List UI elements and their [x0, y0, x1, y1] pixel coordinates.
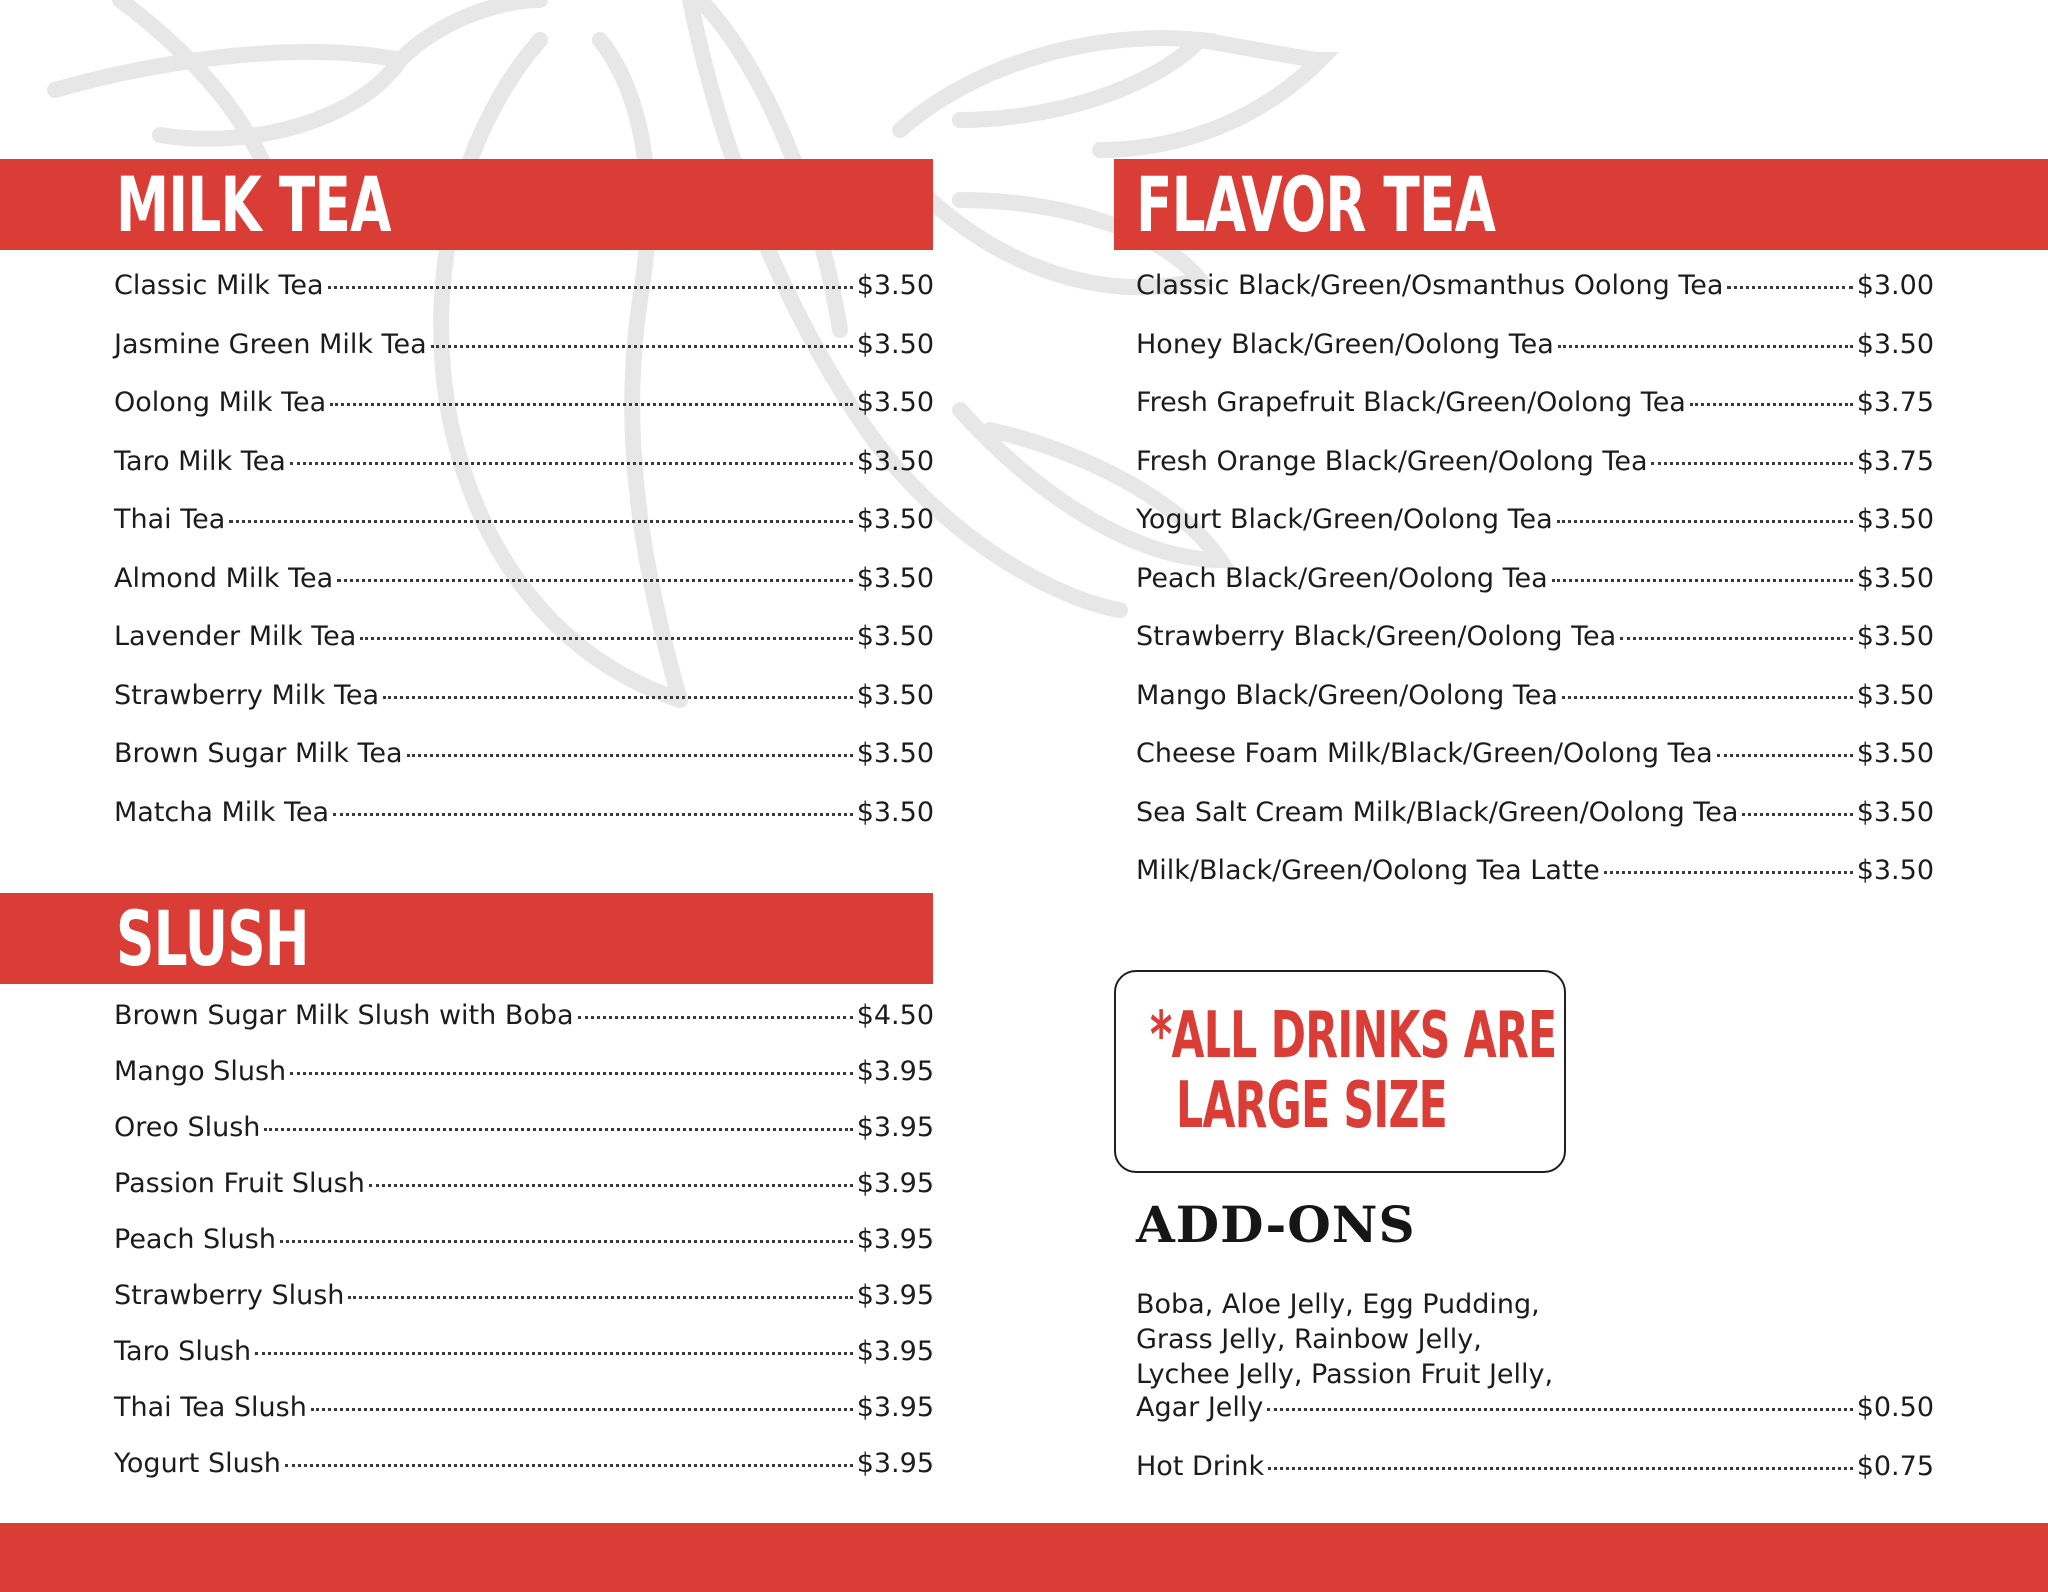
menu-item: Strawberry Milk Tea $3.50: [114, 679, 934, 711]
menu-item: Taro Milk Tea $3.50: [114, 445, 934, 477]
item-price: $3.95: [856, 1168, 934, 1199]
menu-item: Strawberry Slush $3.95: [114, 1280, 934, 1311]
menu-item: Peach Black/Green/Oolong Tea $3.50: [1136, 562, 1934, 594]
menu-item: Peach Slush $3.95: [114, 1224, 934, 1255]
item-price: $3.50: [1856, 738, 1934, 769]
milk-tea-list: [114, 270, 934, 850]
item-price: $3.50: [856, 562, 934, 594]
slush-title: SLUSH: [116, 893, 309, 983]
item-price: $3.95: [856, 1112, 934, 1143]
item-price: $3.50: [856, 445, 934, 477]
item-price: $3.95: [856, 1448, 934, 1479]
menu-item: Yogurt Slush $3.95: [114, 1448, 934, 1479]
item-price: $3.50: [1856, 679, 1934, 711]
menu-item: Brown Sugar Milk Slush with Boba $4.50: [114, 1000, 934, 1031]
item-price: $3.95: [856, 1280, 934, 1311]
menu-item: Fresh Grapefruit Black/Green/Oolong Tea $3.75: [1136, 387, 1934, 418]
menu-item: Yogurt Black/Green/Oolong Tea $3.50: [1136, 504, 1934, 535]
addons-toppings-line: Grass Jelly, Rainbow Jelly,: [1136, 1324, 1482, 1355]
milk-tea-title: MILK TEA: [116, 159, 391, 249]
menu-item: Almond Milk Tea $3.50: [114, 562, 934, 594]
menu-item: Matcha Milk Tea $3.50: [114, 796, 934, 828]
item-price: $3.50: [1856, 504, 1934, 535]
item-price: $3.50: [1856, 855, 1934, 886]
item-price: $3.50: [856, 387, 934, 418]
menu-item: Thai Tea $3.50: [114, 504, 934, 535]
item-price: $4.50: [856, 1000, 934, 1031]
menu-item: Strawberry Black/Green/Oolong Tea $3.50: [1136, 621, 1934, 652]
menu-item: Mango Black/Green/Oolong Tea $3.50: [1136, 679, 1934, 711]
addons-toppings-line: Boba, Aloe Jelly, Egg Pudding,: [1136, 1289, 1540, 1320]
slush-header-band: [0, 893, 933, 984]
item-price: $3.95: [856, 1056, 934, 1087]
menu-item: Sea Salt Cream Milk/Black/Green/Oolong Tea $3.50: [1136, 796, 1934, 828]
menu-item: Passion Fruit Slush $3.95: [114, 1168, 934, 1199]
item-price: $3.95: [856, 1224, 934, 1255]
milk-tea-header-band: [0, 159, 933, 250]
menu-item: Thai Tea Slush $3.95: [114, 1392, 934, 1423]
menu-item: Lavender Milk Tea $3.50: [114, 621, 934, 652]
item-price: $3.50: [856, 738, 934, 769]
menu-item: Oreo Slush $3.95: [114, 1112, 934, 1143]
item-price: $3.50: [1856, 328, 1934, 360]
addons-toppings-line: Lychee Jelly, Passion Fruit Jelly,: [1136, 1359, 1554, 1390]
menu-item: Jasmine Green Milk Tea $3.50: [114, 328, 934, 360]
item-price: $3.95: [856, 1392, 934, 1423]
item-price: $0.50: [1856, 1392, 1934, 1423]
item-price: $3.75: [1856, 387, 1934, 418]
item-price: $3.50: [856, 328, 934, 360]
item-price: $3.50: [856, 270, 934, 301]
menu-item: Cheese Foam Milk/Black/Green/Oolong Tea $3.50: [1136, 738, 1934, 769]
note-line-1: *ALL DRINKS ARE: [1150, 999, 1557, 1073]
item-price: $3.50: [1856, 796, 1934, 828]
flavor-tea-title: FLAVOR TEA: [1136, 159, 1496, 249]
flavor-tea-header-band: [1114, 159, 2048, 250]
slush-list: [114, 1000, 934, 1500]
menu-item: Honey Black/Green/Oolong Tea $3.50: [1136, 328, 1934, 360]
menu-item: Brown Sugar Milk Tea $3.50: [114, 738, 934, 769]
menu-item: Taro Slush $3.95: [114, 1336, 934, 1367]
menu-item: Fresh Orange Black/Green/Oolong Tea $3.75: [1136, 445, 1934, 477]
item-price: $3.00: [1856, 270, 1934, 301]
item-price: $3.50: [1856, 562, 1934, 594]
addons-heading: ADD-ONS: [1136, 1195, 1416, 1254]
item-price: $3.95: [856, 1336, 934, 1367]
footer-bar: [0, 1523, 2048, 1592]
item-price: $3.75: [1856, 445, 1934, 477]
item-price: $3.50: [856, 504, 934, 535]
menu-item: Agar Jelly $0.50: [1136, 1392, 1934, 1423]
large-size-note-box: [1114, 970, 1566, 1173]
menu-item: Classic Milk Tea $3.50: [114, 270, 934, 301]
flavor-tea-list: [1136, 270, 1934, 910]
item-price: $3.50: [856, 796, 934, 828]
item-price: $0.75: [1856, 1451, 1934, 1482]
addons-price-list: [1136, 1392, 1934, 1492]
menu-item: Mango Slush $3.95: [114, 1056, 934, 1087]
menu-item: Oolong Milk Tea $3.50: [114, 387, 934, 418]
item-price: $3.50: [856, 621, 934, 652]
menu-item: Milk/Black/Green/Oolong Tea Latte $3.50: [1136, 855, 1934, 886]
item-price: $3.50: [1856, 621, 1934, 652]
menu-item: Hot Drink $0.75: [1136, 1451, 1934, 1482]
note-line-2: LARGE SIZE: [1176, 1069, 1447, 1143]
item-price: $3.50: [856, 679, 934, 711]
menu-item: Classic Black/Green/Osmanthus Oolong Tea $3.00: [1136, 270, 1934, 301]
